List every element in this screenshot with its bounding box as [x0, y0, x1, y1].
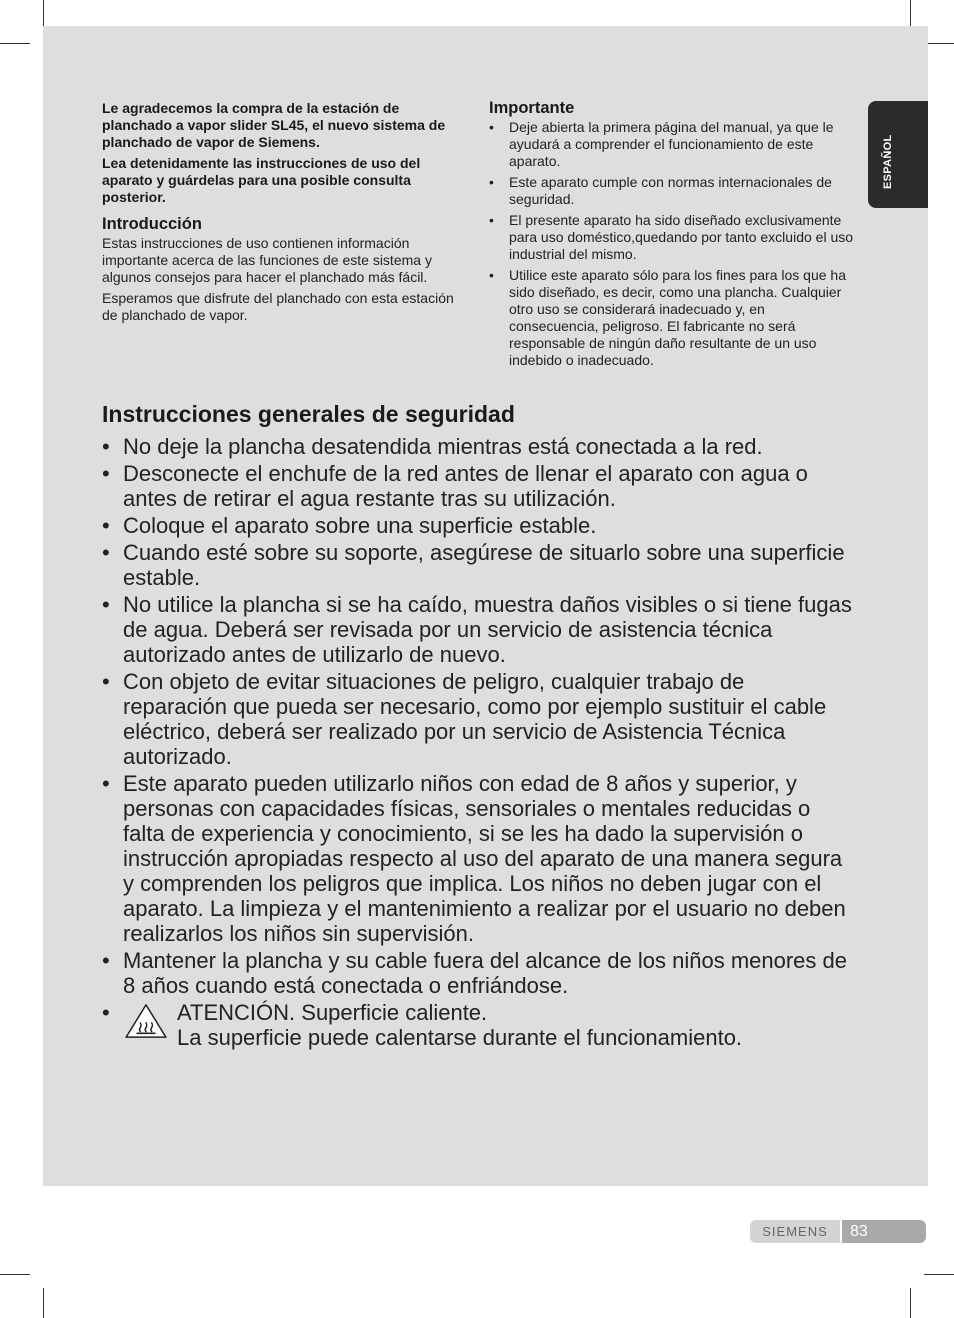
crop-mark [924, 43, 954, 44]
list-item: • No deje la plancha desatendida mientras está conectada a la red. [102, 434, 852, 459]
list-item: • Coloque el aparato sobre una superficie estable. [102, 513, 852, 538]
safety-heading: Instrucciones generales de seguridad [102, 401, 515, 427]
intro-heading: Introducción [102, 215, 202, 233]
list-item: • Deje abierta la primera página del manual, ya que le ayudará a comprender el funcionamiento de este aparato. [489, 119, 857, 170]
hot-surface-warning-icon [123, 1003, 169, 1039]
crop-mark [910, 1288, 911, 1318]
thanks-paragraph: Le agradecemos la compra de la estación de planchado a vapor slider SL45, el nuevo sistema de planchado de vapor de Siemens. [102, 100, 446, 150]
intro-column [102, 100, 464, 328]
list-item: • Desconecte el enchufe de la red antes de llenar el aparato con agua o antes de retirar el agua restante tras su utilización. [102, 461, 852, 511]
important-list [489, 119, 857, 369]
warning-row [123, 1000, 852, 1050]
crop-mark [0, 43, 30, 44]
list-item: • Este aparato cumple con normas internacionales de seguridad. [489, 174, 857, 208]
read-instructions-paragraph: Lea detenidamente las instrucciones de uso del aparato y guárdelas para una posible consulta posterior. [102, 155, 421, 205]
list-item: • Mantener la plancha y su cable fuera del alcance de los niños menores de 8 años cuando está conectada o enfriándose. [102, 948, 852, 998]
crop-mark [924, 1274, 954, 1275]
page-number: 83 [842, 1220, 926, 1243]
warning-title: • ATENCIÓN. Superficie caliente. [177, 1000, 488, 1025]
safety-list [102, 434, 852, 1050]
warning-item [102, 1000, 852, 1050]
warning-text [177, 1000, 742, 1050]
warning-description: La superficie puede calentarse durante el funcionamiento. [177, 1025, 743, 1050]
crop-mark [0, 1274, 30, 1275]
list-item: • No utilice la plancha si se ha caído, muestra daños visibles o si tiene fugas de agua. Deberá ser revisada por un servicio de asistencia técnica autorizado antes de utilizarlo de nuevo. [102, 592, 852, 667]
crop-mark [43, 1288, 44, 1318]
safety-section [102, 401, 852, 1052]
intro-paragraph: Estas instrucciones de uso contienen información importante acerca de las funciones de este sistema y algunos consejos para hacer el planchado más fácil. [102, 235, 432, 285]
list-item: • Cuando esté sobre su soporte, asegúrese de situarlo sobre una superficie estable. [102, 540, 852, 590]
language-tab-label: ESPAÑOL [882, 134, 894, 189]
important-column [489, 100, 857, 373]
list-item: • Este aparato pueden utilizarlo niños con edad de 8 años y superior, y personas con capacidades físicas, sensoriales o mentales reducidas o falta de experiencia y conocimiento, si se les ha dado la supervisión o instrucción apropiadas respecto al uso del aparato de una manera segura y comprenden los peligros que implica. Los niños no deben jugar con el aparato. La limpieza y el mantenimiento a realizar por el usuario no deben realizarlos los niños sin supervisión. [102, 771, 852, 946]
brand-label: SIEMENS [750, 1220, 840, 1243]
list-item: • Utilice este aparato sólo para los fines para los que ha sido diseñado, es decir, como una plancha. Cualquier otro uso se considerará inadecuado y, en consecuencia, peligroso. El fabricante no será responsable de ningún daño resultante de un uso indebido o inadecuado. [489, 267, 857, 369]
list-item: • Con objeto de evitar situaciones de peligro, cualquier trabajo de reparación que pueda ser necesario, como por ejemplo sustituir el cable eléctrico, deberá ser realizado por un servicio de Asistencia Técnica autorizado. [102, 669, 852, 769]
page-footer [750, 1220, 926, 1243]
important-heading: Importante [489, 99, 575, 117]
intro-paragraph: Esperamos que disfrute del planchado con esta estación de planchado de vapor. [102, 290, 454, 323]
list-item: • El presente aparato ha sido diseñado exclusivamente para uso doméstico,quedando por tanto excluido el uso industrial del mismo. [489, 212, 857, 263]
language-tab [868, 101, 928, 208]
